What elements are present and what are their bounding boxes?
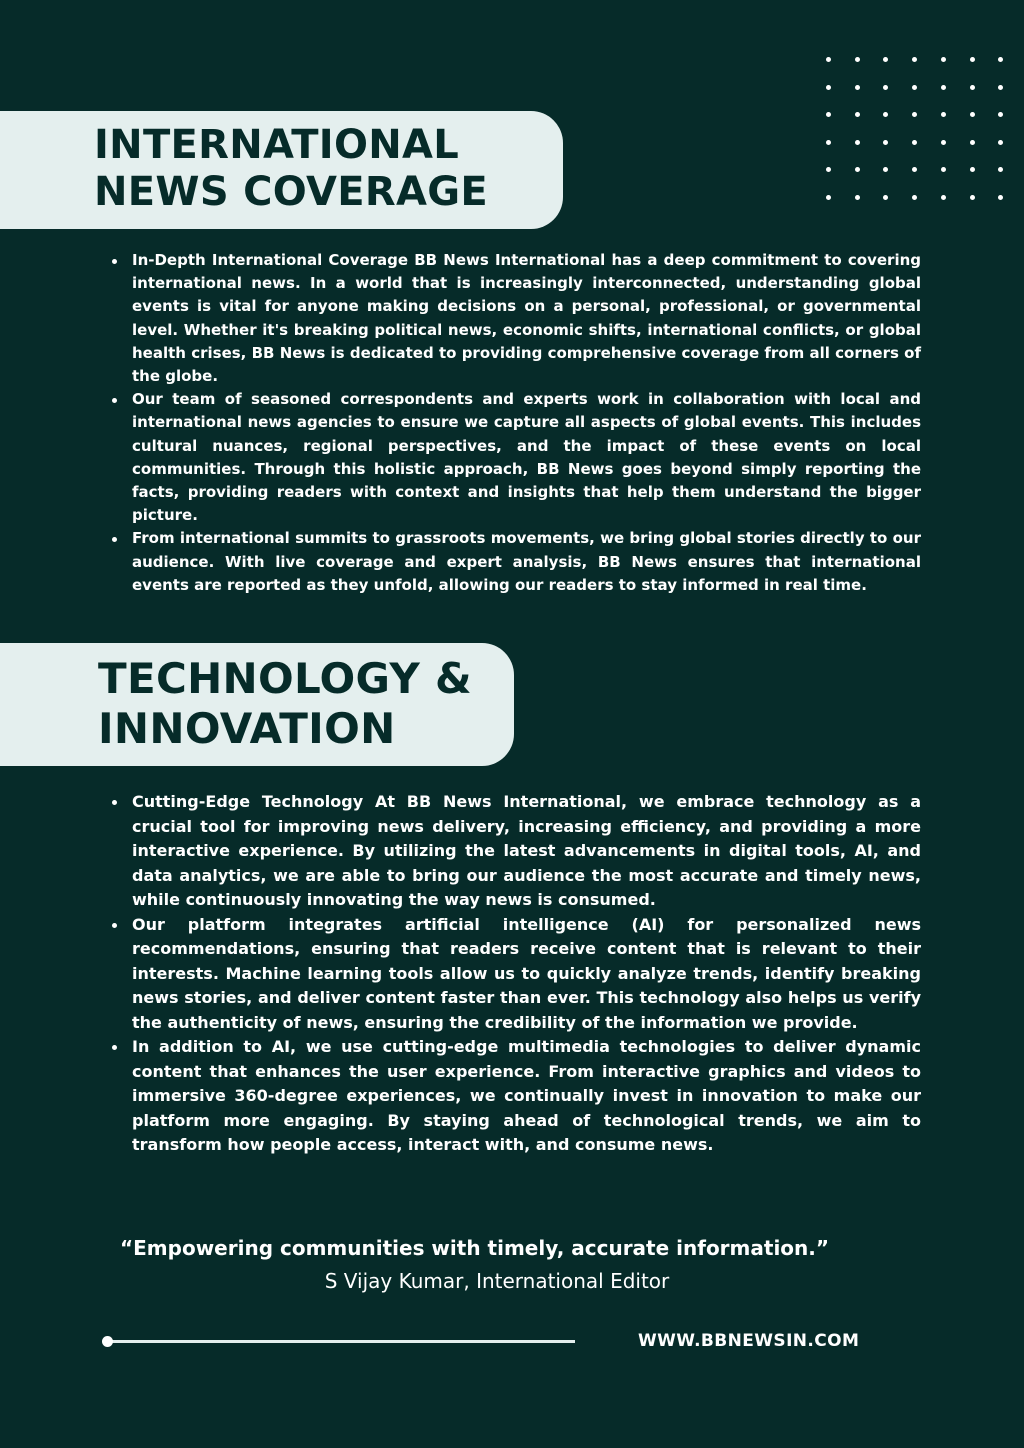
decorative-dot — [941, 167, 946, 172]
decorative-dot — [941, 140, 946, 145]
decorative-dot — [970, 112, 975, 117]
title-line: INTERNATIONAL — [94, 122, 460, 168]
decorative-dot — [998, 112, 1003, 117]
list-item: Our platform integrates artificial intelligence (AI) for personalized news recommendations, ensuring that readers receive content that is relevant to their interests. Machine learning tools allow us to quickly analyze trends, identify breaking news stories, and deliver content faster than ever. This technology also helps us verify the authenticity of news, ensuring the credibility of the information we provide. — [132, 913, 921, 1036]
footer-divider — [105, 1340, 575, 1343]
international-coverage-list — [132, 249, 921, 597]
title-line: NEWS COVERAGE — [94, 169, 489, 215]
decorative-dot — [883, 167, 888, 172]
decorative-dot — [998, 85, 1003, 90]
decorative-dot — [970, 167, 975, 172]
decorative-dot — [855, 195, 860, 200]
decorative-dot — [826, 140, 831, 145]
decorative-dot — [826, 85, 831, 90]
decorative-dot — [883, 85, 888, 90]
section-title-band-technology — [0, 643, 514, 766]
decorative-dot — [970, 195, 975, 200]
list-item: Cutting-Edge Technology At BB News International, we embrace technology as a crucial tool for improving news delivery, increasing efficiency, and providing a more interactive experience. By utilizing the latest advancements in digital tools, AI, and data analytics, we are able to bring our audience the most accurate and timely news, while continuously innovating the way news is consumed. — [132, 790, 921, 913]
section-title-international — [94, 122, 488, 216]
decorative-dot — [970, 57, 975, 62]
decorative-dot — [883, 140, 888, 145]
decorative-dot — [826, 112, 831, 117]
decorative-dot — [826, 195, 831, 200]
decorative-dot — [855, 140, 860, 145]
technology-innovation-list — [132, 790, 921, 1158]
list-item: In-Depth International Coverage BB News International has a deep commitment to covering international news. In a world that is increasingly interconnected, understanding global events is vital for anyone making decisions on a personal, professional, or governmental level. Whether it's breaking political news, economic shifts, international conflicts, or global health crises, BB News is dedicated to providing comprehensive coverage from all corners of the globe. — [132, 249, 921, 388]
title-line: TECHNOLOGY & — [98, 654, 472, 703]
decorative-dot — [855, 112, 860, 117]
decorative-dot — [970, 140, 975, 145]
decorative-dot — [912, 140, 917, 145]
decorative-dot — [883, 195, 888, 200]
decorative-dot — [941, 112, 946, 117]
decorative-dot — [998, 167, 1003, 172]
decorative-dot — [941, 85, 946, 90]
decorative-dot — [941, 195, 946, 200]
decorative-dot — [941, 57, 946, 62]
list-item: From international summits to grassroots movements, we bring global stories directly to our audience. With live coverage and expert analysis, BB News ensures that international events are reported as they unfold, allowing our readers to stay informed in real time. — [132, 527, 921, 597]
list-item: Our team of seasoned correspondents and experts work in collaboration with local and international news agencies to ensure we capture all aspects of global events. This includes cultural nuances, regional perspectives, and the impact of these events on local communities. Through this holistic approach, BB News goes beyond simply reporting the facts, providing readers with context and insights that help them understand the bigger picture. — [132, 388, 921, 527]
decorative-dot — [970, 85, 975, 90]
quote-author: S Vijay Kumar, International Editor — [324, 1269, 670, 1293]
decorative-dot — [826, 167, 831, 172]
section-title-technology — [98, 654, 472, 754]
list-item: In addition to AI, we use cutting-edge multimedia technologies to deliver dynamic content that enhances the user experience. From interactive graphics and videos to immersive 360-degree experiences, we continually invest in innovation to make our platform more engaging. By staying ahead of technological trends, we aim to transform how people access, interact with, and consume news. — [132, 1035, 921, 1158]
website-link[interactable]: WWW.BBNEWSIN.COM — [638, 1331, 860, 1351]
decorative-dot — [855, 57, 860, 62]
decorative-dot-grid — [826, 57, 1006, 201]
decorative-dot — [912, 195, 917, 200]
decorative-dot — [826, 57, 831, 62]
decorative-dot — [998, 140, 1003, 145]
decorative-dot — [998, 195, 1003, 200]
footer-divider-dot — [102, 1336, 113, 1347]
title-line: INNOVATION — [98, 704, 396, 753]
decorative-dot — [855, 167, 860, 172]
decorative-dot — [855, 85, 860, 90]
decorative-dot — [912, 167, 917, 172]
decorative-dot — [912, 57, 917, 62]
pull-quote: “Empowering communities with timely, accurate information.” — [120, 1236, 830, 1260]
decorative-dot — [998, 57, 1003, 62]
section-title-band-international — [0, 111, 563, 229]
decorative-dot — [883, 57, 888, 62]
decorative-dot — [883, 112, 888, 117]
decorative-dot — [912, 112, 917, 117]
decorative-dot — [912, 85, 917, 90]
